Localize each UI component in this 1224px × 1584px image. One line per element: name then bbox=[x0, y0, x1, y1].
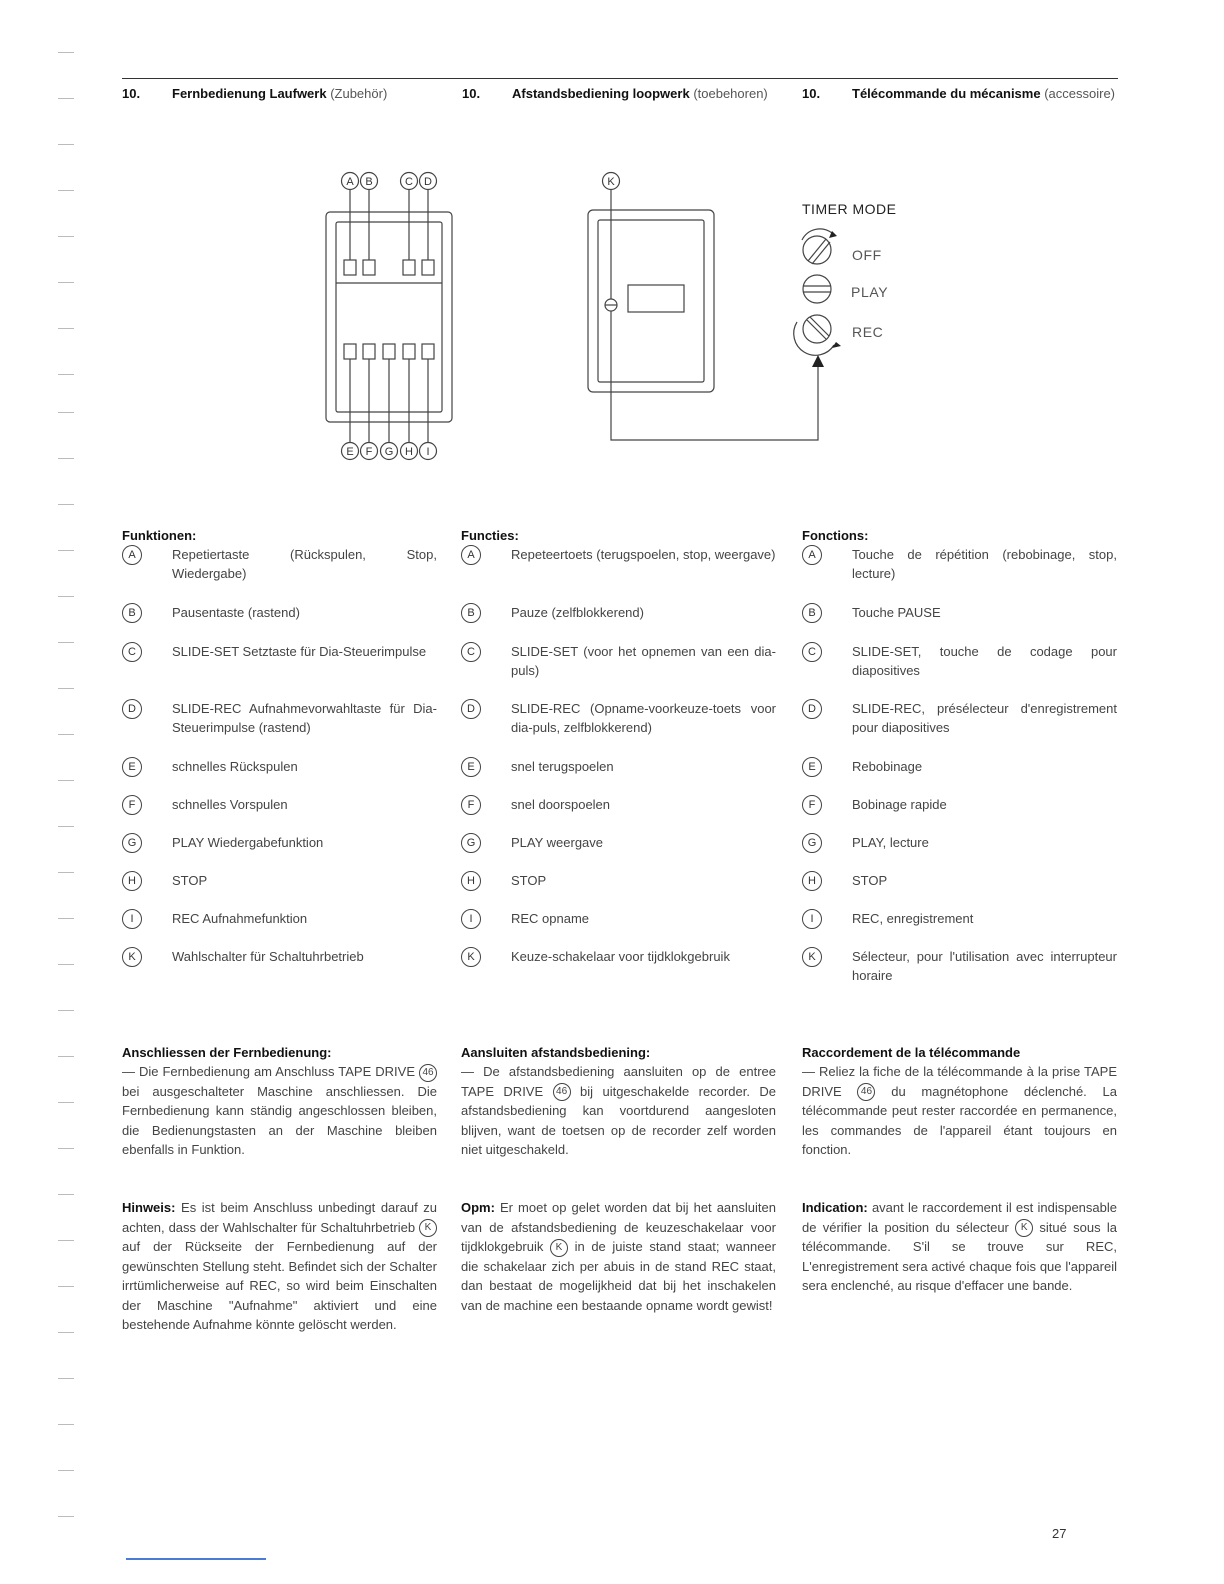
item-text: Pauze (zelfblokkerend) bbox=[511, 605, 644, 620]
remote-back-inner bbox=[598, 220, 704, 382]
margin-tick bbox=[58, 1332, 74, 1333]
margin-tick bbox=[58, 1516, 74, 1517]
item-letter: C bbox=[461, 642, 481, 662]
list-item bbox=[802, 642, 1117, 682]
item-letter: H bbox=[461, 871, 481, 891]
label-e: E bbox=[346, 446, 354, 458]
margin-tick bbox=[58, 964, 74, 965]
note-label: Hinweis: bbox=[122, 1200, 176, 1215]
item-letter: I bbox=[122, 909, 142, 929]
list-item bbox=[122, 795, 437, 815]
item-text: SLIDE-SET (voor het opnemen van een dia-puls) bbox=[511, 644, 776, 678]
section-subtitle: (accessoire) bbox=[1044, 86, 1115, 101]
item-letter: E bbox=[461, 757, 481, 777]
button-i bbox=[422, 344, 434, 359]
remote-control-diagram bbox=[0, 0, 1224, 480]
list-item bbox=[802, 545, 1117, 585]
list-item bbox=[122, 603, 437, 623]
item-text: REC, enregistrement bbox=[852, 911, 974, 926]
margin-tick bbox=[58, 642, 74, 643]
item-letter: F bbox=[802, 795, 822, 815]
item-letter: A bbox=[122, 545, 142, 565]
connect-nl bbox=[461, 1045, 776, 1160]
margin-tick bbox=[58, 1286, 74, 1287]
list-item bbox=[461, 795, 776, 815]
section-subtitle: (Zubehör) bbox=[330, 86, 388, 101]
list-item bbox=[461, 757, 776, 777]
list-item bbox=[122, 699, 437, 739]
button-c bbox=[403, 260, 415, 275]
page-number: 27 bbox=[1052, 1526, 1067, 1541]
list-item bbox=[461, 947, 776, 967]
note-label: Opm: bbox=[461, 1200, 495, 1215]
label-a: A bbox=[346, 176, 354, 188]
item-text: Sélecteur, pour l'utilisation avec interrupteur horaire bbox=[852, 949, 1117, 983]
item-text: Pausentaste (rastend) bbox=[172, 605, 300, 620]
margin-tick bbox=[58, 1470, 74, 1471]
margin-tick bbox=[58, 1240, 74, 1241]
button-g bbox=[383, 344, 395, 359]
list-item bbox=[461, 871, 776, 891]
item-text: REC Aufnahmefunktion bbox=[172, 911, 308, 926]
note-text: Hinweis: Es ist beim Anschluss unbedingt darauf zu achten, dass der Wahlschalter für Schaltuhrbetrieb K auf der Rückseite der Fernbedienung auf der gewünschten Stellung steht. Befindet sich der Schalter irrtümlicherweise auf REC, so wird beim Einschalten der Maschine "Aufnahme" aktiviert und eine bestehende Aufnahme könnte gelöscht werden. bbox=[122, 1200, 437, 1333]
item-text: Repetiertaste (Rückspulen, Stop, Wiedergabe) bbox=[172, 547, 437, 581]
item-letter: K bbox=[461, 947, 481, 967]
margin-tick bbox=[58, 918, 74, 919]
margin-tick bbox=[58, 734, 74, 735]
mode-rec-icon bbox=[803, 315, 831, 343]
button-f bbox=[363, 344, 375, 359]
margin-tick bbox=[58, 872, 74, 873]
item-text: Rebobinage bbox=[852, 759, 923, 774]
mode-rec-label: REC bbox=[852, 324, 884, 340]
note-de bbox=[122, 1198, 437, 1335]
list-item bbox=[461, 833, 776, 853]
item-letter: C bbox=[122, 642, 142, 662]
item-letter: D bbox=[802, 699, 822, 719]
note-text: Opm: Er moet op gelet worden dat bij het aansluiten van de afstandsbediening de keuzeschakelaar voor tijdklokgebruik K in de juiste stand staat; wanneer die schakelaar zich per abuis in de stand REC staat, dan bestaat de mogelijkheid dat bij het inschakelen van de machine een bestaande opname wordt gewist! bbox=[461, 1200, 776, 1313]
item-text: REC opname bbox=[511, 911, 590, 926]
button-e bbox=[344, 344, 356, 359]
margin-tick bbox=[58, 1378, 74, 1379]
button-b bbox=[363, 260, 375, 275]
margin-tick bbox=[58, 826, 74, 827]
list-item bbox=[122, 642, 437, 682]
list-item bbox=[802, 603, 1117, 623]
item-letter: G bbox=[802, 833, 822, 853]
list-item bbox=[122, 871, 437, 891]
item-text: schnelles Vorspulen bbox=[172, 797, 288, 812]
item-letter: E bbox=[122, 757, 142, 777]
note-label: Indication: bbox=[802, 1200, 868, 1215]
item-letter: H bbox=[802, 871, 822, 891]
item-text: PLAY, lecture bbox=[852, 835, 929, 850]
connect-de bbox=[122, 1045, 437, 1160]
list-item bbox=[802, 909, 1117, 929]
section-number: 10. bbox=[802, 86, 821, 101]
item-text: schnelles Rückspulen bbox=[172, 759, 298, 774]
socket-46-icon: 46 bbox=[419, 1064, 437, 1082]
button-d bbox=[422, 260, 434, 275]
socket-46-icon: 46 bbox=[553, 1083, 571, 1101]
item-text: SLIDE-REC (Opname-voorkeuze-toets voor dia-puls, zelfblokkerend) bbox=[511, 701, 776, 735]
selector-k-icon: K bbox=[1015, 1219, 1033, 1237]
label-d: D bbox=[424, 176, 432, 188]
section-title: Télécommande du mécanisme bbox=[852, 86, 1041, 101]
list-item bbox=[122, 947, 437, 967]
label-i: I bbox=[426, 446, 430, 458]
item-letter: I bbox=[802, 909, 822, 929]
item-text: SLIDE-SET Setztaste für Dia-Steuerimpulse bbox=[172, 644, 427, 659]
functions-nl bbox=[461, 528, 776, 967]
item-letter: A bbox=[802, 545, 822, 565]
item-letter: H bbox=[122, 871, 142, 891]
item-text: Touche PAUSE bbox=[852, 605, 941, 620]
functions-heading: Functies: bbox=[461, 528, 519, 543]
list-item bbox=[461, 603, 776, 623]
connect-fr bbox=[802, 1045, 1117, 1160]
item-letter: A bbox=[461, 545, 481, 565]
item-text: Repeteertoets (terugspoelen, stop, weergave) bbox=[511, 547, 776, 562]
list-item bbox=[802, 833, 1117, 853]
label-f: F bbox=[365, 446, 373, 458]
margin-tick bbox=[58, 1102, 74, 1103]
item-letter: G bbox=[122, 833, 142, 853]
item-text: SLIDE-REC, présélecteur d'enregistrement pour diapositives bbox=[852, 701, 1117, 735]
selector-k-icon: K bbox=[550, 1239, 568, 1257]
margin-tick bbox=[58, 780, 74, 781]
connect-heading: Aansluiten afstandsbediening: bbox=[461, 1045, 651, 1060]
bottom-accent-line bbox=[126, 1558, 266, 1560]
list-item bbox=[122, 545, 437, 585]
connect-heading: Raccordement de la télécommande bbox=[802, 1045, 1021, 1060]
item-letter: F bbox=[461, 795, 481, 815]
item-text: Touche de répétition (rebobinage, stop, lecture) bbox=[852, 547, 1117, 581]
connect-heading: Anschliessen der Fernbedienung: bbox=[122, 1045, 332, 1060]
item-text: STOP bbox=[511, 873, 547, 888]
item-text: Bobinage rapide bbox=[852, 797, 947, 812]
mode-off-label: OFF bbox=[852, 247, 882, 263]
item-text: snel terugspoelen bbox=[511, 759, 614, 774]
socket-46-icon: 46 bbox=[857, 1083, 875, 1101]
timer-mode-title: TIMER MODE bbox=[802, 201, 897, 217]
item-letter: K bbox=[122, 947, 142, 967]
label-c: C bbox=[405, 176, 413, 188]
margin-tick bbox=[58, 1148, 74, 1149]
item-text: STOP bbox=[852, 873, 888, 888]
note-nl bbox=[461, 1198, 776, 1315]
list-item bbox=[461, 909, 776, 929]
item-text: snel doorspoelen bbox=[511, 797, 611, 812]
mode-play-label: PLAY bbox=[851, 284, 889, 300]
item-text: Keuze-schakelaar voor tijdklokgebruik bbox=[511, 949, 730, 964]
margin-tick bbox=[58, 688, 74, 689]
list-item bbox=[122, 833, 437, 853]
list-item bbox=[461, 699, 776, 739]
functions-fr bbox=[802, 528, 1117, 987]
mode-play-icon bbox=[803, 275, 831, 303]
section-title: Afstandsbediening loopwerk bbox=[512, 86, 690, 101]
connect-text: — Die Fernbedienung am Anschluss TAPE DRIVE 46 bei ausgeschalteter Maschine anschliessen. Die Fernbedienung kann ständig angeschlossen bleiben, die Bedienungstasten an der Maschine bleiben ebenfalls in Funktion. bbox=[122, 1064, 437, 1158]
margin-tick bbox=[58, 1010, 74, 1011]
section-title: Fernbedienung Laufwerk bbox=[172, 86, 327, 101]
functions-de bbox=[122, 528, 437, 967]
margin-tick bbox=[58, 1424, 74, 1425]
button-a bbox=[344, 260, 356, 275]
label-h: H bbox=[405, 446, 413, 458]
item-text: Wahlschalter für Schaltuhrbetrieb bbox=[172, 949, 364, 964]
list-item bbox=[802, 795, 1117, 815]
item-letter: D bbox=[122, 699, 142, 719]
item-text: STOP bbox=[172, 873, 208, 888]
list-item bbox=[802, 947, 1117, 987]
label-b: B bbox=[365, 176, 373, 188]
margin-tick bbox=[58, 1056, 74, 1057]
section-number: 10. bbox=[122, 86, 141, 101]
item-letter: C bbox=[802, 642, 822, 662]
item-letter: B bbox=[122, 603, 142, 623]
item-letter: B bbox=[461, 603, 481, 623]
list-item bbox=[461, 642, 776, 682]
list-item bbox=[122, 757, 437, 777]
label-g: G bbox=[384, 446, 394, 458]
item-letter: F bbox=[122, 795, 142, 815]
list-item bbox=[802, 699, 1117, 739]
margin-tick bbox=[58, 596, 74, 597]
margin-tick bbox=[58, 550, 74, 551]
connect-text: — Reliez la fiche de la télécommande à la prise TAPE DRIVE 46 du magnétophone déclenché. La télécommande peut rester raccordée en permanence, les commandes de l'appareil étant toujours en fonction. bbox=[802, 1064, 1117, 1158]
list-item bbox=[461, 545, 776, 585]
functions-heading: Fonctions: bbox=[802, 528, 869, 543]
item-text: SLIDE-REC Aufnahmevorwahltaste für Dia-Steuerimpulse (rastend) bbox=[172, 701, 437, 735]
list-item bbox=[802, 757, 1117, 777]
item-letter: E bbox=[802, 757, 822, 777]
item-letter: B bbox=[802, 603, 822, 623]
label-k: K bbox=[607, 176, 615, 188]
section-subtitle: (toebehoren) bbox=[693, 86, 768, 101]
item-text: SLIDE-SET, touche de codage pour diapositives bbox=[852, 644, 1117, 678]
item-letter: D bbox=[461, 699, 481, 719]
list-item bbox=[802, 871, 1117, 891]
margin-tick bbox=[58, 504, 74, 505]
functions-heading: Funktionen: bbox=[122, 528, 197, 543]
connect-text: — De afstandsbediening aansluiten op de entree TAPE DRIVE 46 bij uitgeschakelde recorder. De afstandsbediening kan voortdurend aangesloten blijven, want de toetsen op de recorder zelf worden niet uitgeschakeld. bbox=[461, 1064, 776, 1158]
item-letter: K bbox=[802, 947, 822, 967]
selector-k-icon: K bbox=[419, 1219, 437, 1237]
item-letter: G bbox=[461, 833, 481, 853]
note-fr bbox=[802, 1198, 1117, 1296]
label-window bbox=[628, 285, 684, 312]
item-text: PLAY Wiedergabefunktion bbox=[172, 835, 324, 850]
item-text: PLAY weergave bbox=[511, 835, 604, 850]
button-h bbox=[403, 344, 415, 359]
arrow-up-icon bbox=[812, 355, 824, 367]
margin-tick bbox=[58, 1194, 74, 1195]
item-letter: I bbox=[461, 909, 481, 929]
note-text: Indication: avant le raccordement il est indispensable de vérifier la position du sélecteur K situé sous la télécommande. S'il se trouve sur REC, L'enregistrement sera activé chaque fois que l'appareil sera enclenché, au risque d'effacer une bande. bbox=[802, 1200, 1117, 1294]
section-number: 10. bbox=[462, 86, 481, 101]
list-item bbox=[122, 909, 437, 929]
